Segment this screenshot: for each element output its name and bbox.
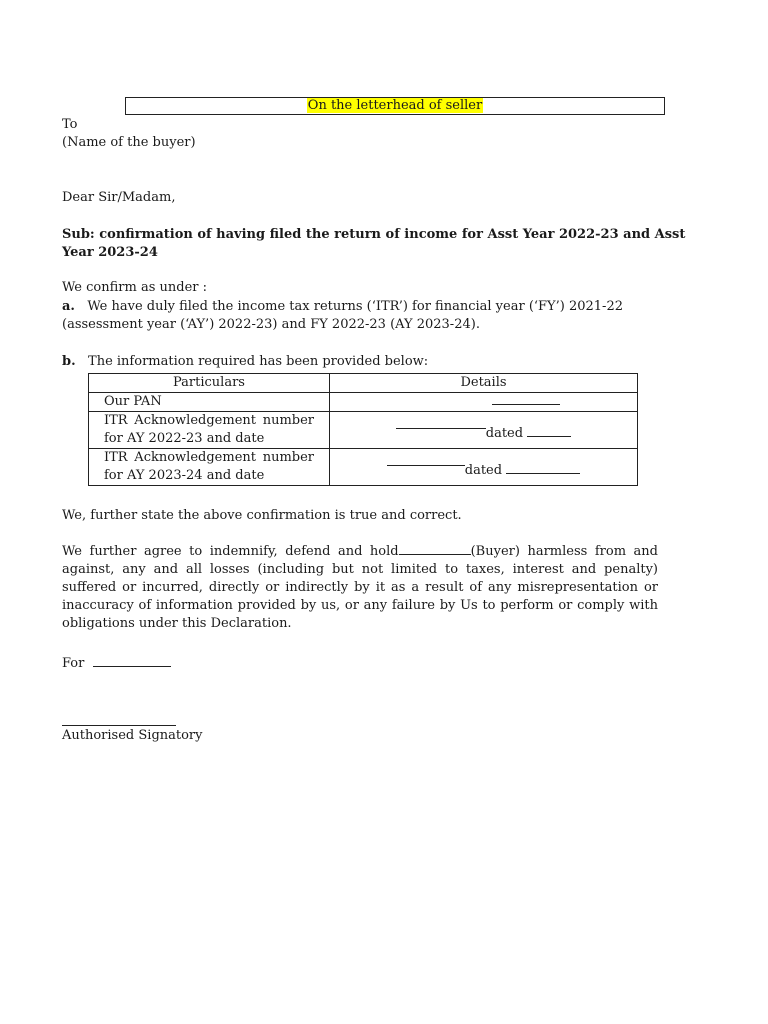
row-pan-label: Our PAN (89, 393, 330, 412)
row-ack-2022-line-2: for AY 2022-23 and date (104, 431, 265, 446)
row-ack-2022-line-1: ITR Acknowledgement number (104, 413, 314, 428)
letterhead-text: On the letterhead of seller (307, 98, 483, 113)
subject-line-2: Year 2023-24 (62, 245, 158, 260)
table-row (89, 393, 638, 412)
row-ack-2023-details (330, 449, 638, 486)
row-ack-2023-line-1: ITR Acknowledgement number (104, 450, 314, 465)
for-label: For (62, 656, 85, 671)
for-blank (93, 655, 171, 667)
point-a-line-2: (assessment year (‘AY’) 2022-23) and FY 2022-23 (AY 2023-24). (62, 317, 480, 332)
subject-line-1: Sub: confirmation of having filed the return of income for Asst Year 2022-23 and Asst (62, 227, 686, 242)
authorised-signatory: Authorised Signatory (62, 728, 203, 743)
table-row (89, 449, 638, 486)
ack-2023-dated: dated (464, 463, 503, 478)
ack-2023-date-blank (506, 462, 580, 474)
point-b-line (62, 353, 428, 371)
confirm-intro: We confirm as under : (62, 280, 207, 295)
header-details: Details (330, 374, 638, 393)
table-header-row (89, 374, 638, 393)
ack-2022-dated: dated (485, 426, 524, 441)
ack-2022-blank (396, 417, 486, 429)
header-particulars: Particulars (89, 374, 330, 393)
row-ack-2022-details (330, 412, 638, 449)
further-state: We, further state the above confirmation is true and correct. (62, 508, 462, 523)
indemnify-text-1: We further agree to indemnify, defend and hold (62, 544, 399, 559)
salutation: Dear Sir/Madam, (62, 190, 176, 205)
information-table (88, 373, 638, 486)
pan-blank (492, 393, 560, 405)
ack-2023-blank (387, 454, 465, 466)
table-row (89, 412, 638, 449)
indemnify-text-2: (Buyer) harmless from and against, any and all losses (including but not limited to taxes, interest and penalty) suffered or incurred, directly or indirectly by it as a result of any misrepresentation or inaccuracy of information provided by us, or any failure by Us to perform or comply with obligations under this Declaration. (62, 544, 658, 631)
point-b-text: The information required has been provided below: (88, 354, 429, 369)
row-ack-2023-line-2: for AY 2023-24 and date (104, 468, 265, 483)
point-a-text-1: We have duly filed the income tax returns (‘ITR’) for financial year (‘FY’) 2021-22 (87, 299, 623, 314)
indemnify-paragraph (62, 543, 658, 633)
signature-line (62, 725, 176, 726)
row-ack-2022-label (89, 412, 330, 449)
to-label: To (62, 117, 78, 132)
row-ack-2023-label (89, 449, 330, 486)
letterhead-box (125, 97, 665, 115)
row-pan-details (330, 393, 638, 412)
buyer-blank (399, 543, 471, 555)
point-b-label: b. (62, 354, 76, 369)
point-a-line-1 (62, 298, 623, 316)
ack-2022-date-blank (527, 425, 571, 437)
buyer-placeholder: (Name of the buyer) (62, 135, 196, 150)
for-line (62, 655, 171, 673)
point-a-label: a. (62, 299, 75, 314)
